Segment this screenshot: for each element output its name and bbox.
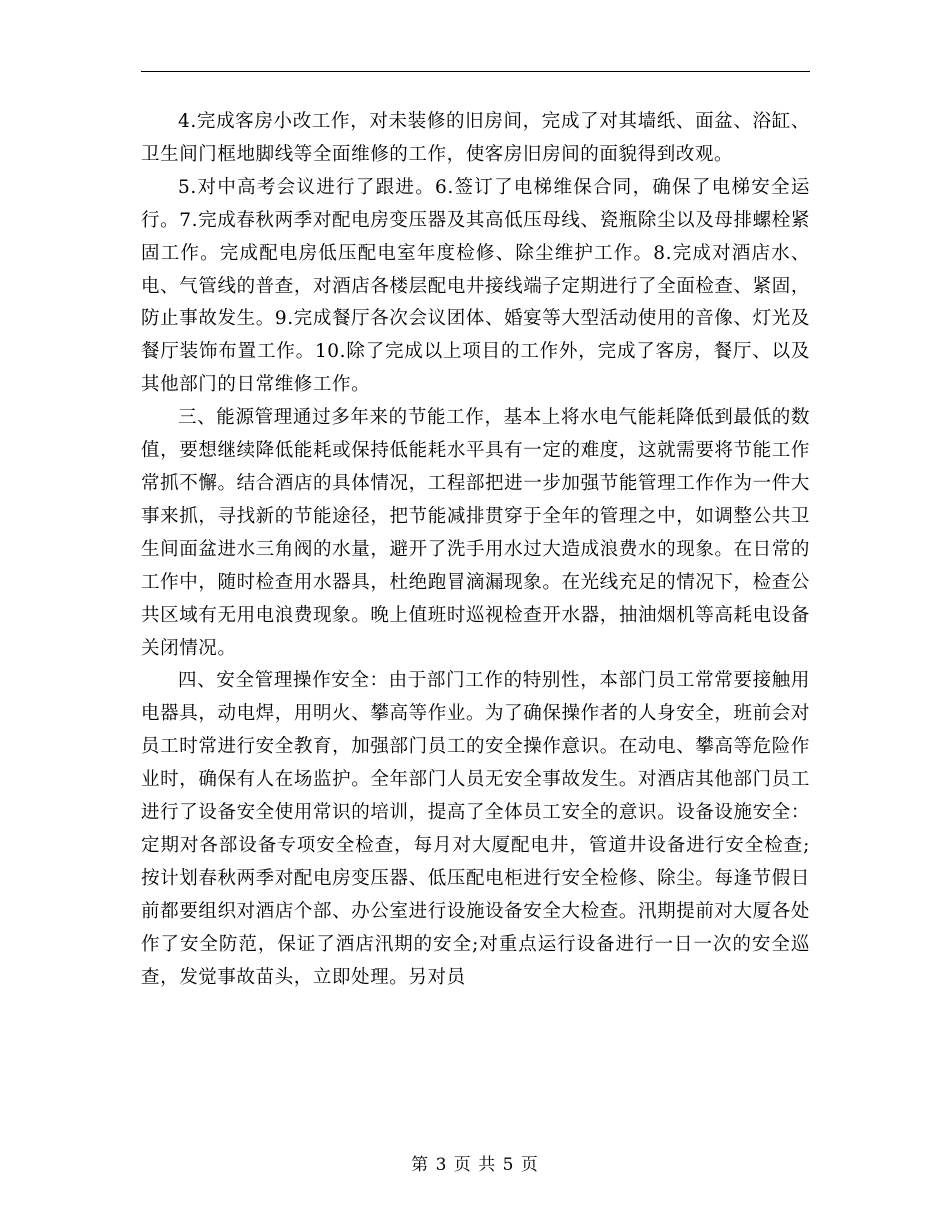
paragraph-guest-room-renovation: 4.完成客房小改工作，对未装修的旧房间，完成了对其墙纸、面盆、浴缸、卫生间门框地脚线等全面维修的工作，使客房旧房间的面貌得到改观。 (141, 111, 810, 165)
paragraph-energy-management: 三、能源管理通过多年来的节能工作，基本上将水电气能耗降低到最低的数值，要想继续降低能耗或保持低能耗水平具有一定的难度，这就需要将节能工作常抓不懈。结合酒店的具体情况，工程部把进一步加强节能管理工作作为一件大事来抓，寻找新的节能途径，把节能减排贯穿于全年的管理之中，如调整公共卫生间面盆进水三角阀的水量，避开了洗手用水过大造成浪费水的现象。在日常的工作中，随时检查用水器具，杜绝跑冒滴漏现象。在光线充足的情况下，检查公共区域有无用电浪费现象。晚上值班时巡视检查开水器，抽油烟机等高耗电设备关闭情况。 (141, 407, 810, 659)
page-number-footer: 第 3 页 共 5 页 (411, 1155, 539, 1175)
paragraph-safety-management: 四、安全管理操作安全：由于部门工作的特别性，本部门员工常常要接触用电器具，动电焊，用明火、攀高等作业。为了确保操作者的人身安全，班前会对员工时常进行安全教育，加强部门员工的安全操作意识。在动电、攀高等危险作业时，确保有人在场监护。全年部门人员无安全事故发生。对酒店其他部门员工进行了设备安全使用常识的培训，提高了全体员工安全的意识。设备设施安全：定期对各部设备专项安全检查，每月对大厦配电井，管道井设备进行安全检查;按计划春秋两季对配电房变压器、低压配电柜进行安全检修、除尘。每逢节假日前都要组织对酒店个部、办公室进行设施设备安全大检查。汛期提前对大厦各处作了安全防范，保证了酒店汛期的安全;对重点运行设备进行一日一次的安全巡查，发觉事故苗头，立即处理。另对员 (141, 670, 810, 988)
document-body (141, 106, 810, 994)
header-rule (141, 71, 810, 72)
paragraph-maintenance-items: 5.对中高考会议进行了跟进。6.签订了电梯维保合同，确保了电梯安全运行。7.完成春秋两季对配电房变压器及其高低压母线、瓷瓶除尘以及母排螺栓紧固工作。完成配电房低压配电室年度检修、除尘维护工作。8.完成对酒店水、电、气管线的普查，对酒店各楼层配电井接线端子定期进行了全面检查、紧固，防止事故发生。9.完成餐厅各次会议团体、婚宴等大型活动使用的音像、灯光及餐厅装饰布置工作。10.除了完成以上项目的工作外，完成了客房，餐厅、以及其他部门的日常维修工作。 (141, 176, 810, 396)
